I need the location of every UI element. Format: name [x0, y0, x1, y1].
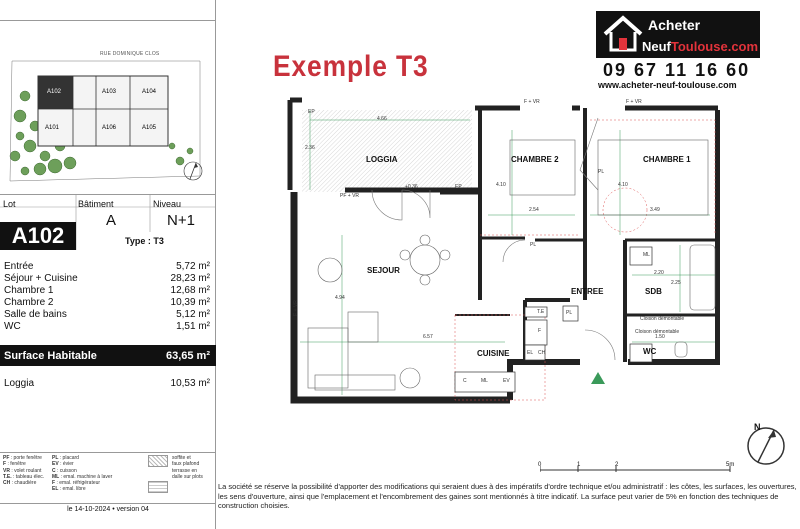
page-title: Exemple T3 [273, 50, 429, 83]
lot-label: Lot [3, 199, 16, 209]
room-row [4, 309, 210, 321]
phone-number[interactable]: 09 67 11 16 60 [603, 60, 751, 80]
apartment-type: Type : T3 [125, 236, 164, 246]
plan-mark: F [538, 328, 542, 334]
site-lot-A106: A106 [102, 125, 117, 131]
surface-value: 63,65 m² [165, 349, 210, 362]
scale-label: 2 [615, 462, 619, 468]
room-area: 5,72 m² [176, 261, 210, 272]
scale-label: 5m [726, 462, 735, 468]
plan-mark: EP [455, 184, 462, 190]
entrance-arrow-icon [591, 372, 605, 384]
room-area: 28,23 m² [170, 273, 210, 284]
dimension: 4.10 [496, 182, 506, 188]
room-row [4, 321, 210, 333]
dimension: 2.36 [305, 145, 315, 151]
logo-acheter: Acheter [648, 17, 701, 33]
legend-col2: PL : placard EV : évier C : cuisson ML : emal. machine à laver F : emal. réfrigérateur EL : emal. libre [52, 455, 113, 493]
plan-mark: PF + VR [340, 193, 360, 199]
dimension: 1.50 [655, 334, 665, 340]
legend [0, 452, 216, 510]
disclaimer-text: La société se réserve la possibilité d'apporter des modifications qui seraient dues à des impératifs d'ordre technique et/ou administratif : les côtes, les surfaces, les ouvertures, les sens d'ouverture, ainsi que l'emplacement et l'encombrement des gaines sont mentionnés à titre indicatif. La surface peut varier de 5% en fonction des techniques de construction choisies. [218, 482, 797, 511]
site-lot-A105: A105 [142, 125, 157, 131]
compass-label: N [754, 422, 761, 432]
surface-label: Surface Habitable [4, 349, 97, 362]
scale-label: 1 [577, 462, 581, 468]
batiment-label: Bâtiment [78, 199, 114, 209]
scale-label: 0 [538, 462, 542, 468]
room-name: Chambre 1 [4, 285, 54, 296]
logo-bottom: NeufToulouse.com [642, 39, 759, 54]
niveau-label: Niveau [153, 199, 182, 209]
plan-mark: C [463, 378, 467, 384]
room-area: 10,39 m² [170, 297, 210, 308]
loggia-area [302, 110, 472, 192]
dimension: 4.94 [335, 295, 345, 301]
room-label-wc: WC [643, 347, 657, 356]
surface-habitable [0, 345, 216, 366]
plan-mark: Cloison démontable [635, 329, 680, 335]
plan-mark: EV [503, 378, 510, 384]
plan-mark: EP [308, 109, 315, 115]
room-label-entree: ENTREE [571, 287, 604, 296]
room-name: Entrée [4, 261, 34, 272]
loggia-value: 10,53 m² [170, 378, 210, 389]
dimension: 2.54 [529, 207, 539, 213]
plan-mark: EL [527, 350, 534, 356]
room-name: Chambre 2 [4, 297, 54, 308]
dimension: 2.20 [654, 270, 664, 276]
dimension: 4.66 [377, 116, 387, 122]
house-icon [602, 14, 644, 54]
site-plan-drawing [0, 21, 216, 196]
plan-mark: CH [538, 350, 546, 356]
dimension: +0.36 [405, 184, 418, 190]
legend-col1: PF : porte fenêtre F : fenêtre VR : volet roulant T.E. : tableau élec. CH : chaudière [3, 455, 45, 487]
plan-mark: PL [530, 242, 537, 248]
scale-bar [540, 458, 740, 476]
loggia-row [4, 378, 210, 389]
soffite-swatch [148, 455, 168, 467]
plan-mark: F + VR [524, 99, 540, 105]
niveau-value: N+1 [167, 212, 195, 229]
plan-mark: ML [481, 378, 488, 384]
terrasse-swatch [148, 481, 168, 493]
room-label-loggia: LOGGIA [366, 155, 398, 164]
room-label-chambre2: CHAMBRE 2 [511, 155, 559, 164]
room-row [4, 261, 210, 273]
website-link[interactable]: www.acheter-neuf-toulouse.com [598, 80, 737, 90]
batiment-value: A [106, 212, 117, 229]
room-row [4, 273, 210, 285]
room-name: Salle de bains [4, 309, 67, 320]
plan-mark: ML [643, 252, 650, 258]
plan-mark: F + VR [292, 300, 299, 316]
site-lot-A102: A102 [47, 89, 62, 95]
version-info: le 14-10-2024 • version 04 [0, 503, 216, 513]
room-label-sejour: SEJOUR [367, 266, 400, 275]
room-label-chambre1: CHAMBRE 1 [643, 155, 691, 164]
plan-mark: PL [566, 310, 573, 316]
site-lot-A103: A103 [102, 89, 117, 95]
room-list [4, 261, 210, 333]
brand-logo [596, 11, 760, 58]
legend-col3: soffite et faux plafond terrasse en dalle sur plots [172, 455, 203, 480]
room-area: 1,51 m² [176, 321, 210, 332]
room-row [4, 285, 210, 297]
street-name: RUE DOMINIQUE CLOS [100, 51, 160, 57]
room-name: WC [4, 321, 21, 332]
plan-mark: T.E [537, 309, 545, 315]
plan-mark: F + VR [626, 99, 642, 105]
site-lot-A104: A104 [142, 89, 157, 95]
plan-mark: PL [598, 169, 605, 175]
north-compass-icon [744, 418, 790, 468]
room-label-cuisine: CUISINE [477, 349, 510, 358]
site-plan [0, 20, 216, 195]
lot-value: A102 [0, 222, 76, 250]
site-lot-A101: A101 [45, 125, 60, 131]
lot-info-panel [0, 0, 216, 529]
room-row [4, 297, 210, 309]
loggia-label: Loggia [4, 378, 35, 389]
room-area: 12,68 m² [170, 285, 210, 296]
room-name: Séjour + Cuisine [4, 273, 78, 284]
room-label-sdb: SDB [645, 287, 662, 296]
dimension: 4.10 [618, 182, 628, 188]
dimension: 2.25 [671, 280, 681, 286]
plan-mark: Cloison démontable [640, 316, 685, 322]
dimension: 3.49 [650, 207, 660, 213]
room-area: 5,12 m² [176, 309, 210, 320]
dimension: 6.57 [423, 334, 433, 340]
